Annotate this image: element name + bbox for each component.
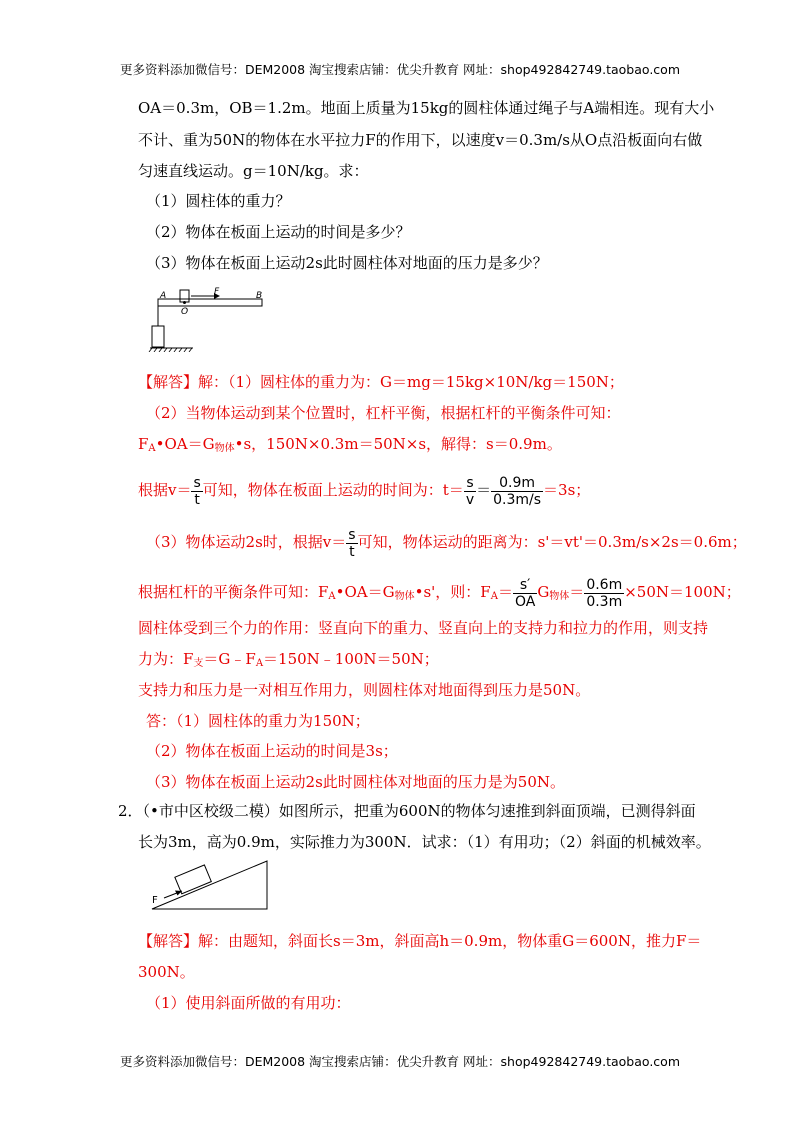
page-header: 更多资料添加微信号：DEM2008 淘宝搜索店铺：优尖升教育 网址：shop492842749.taobao.com (119, 62, 681, 77)
a1-line-12: （3）物体在板面上运动2s此时圆柱体对地面的压力是为50N。 (146, 773, 565, 791)
page-footer: 更多资料添加微信号：DEM2008 淘宝搜索店铺：优尖升教育 网址：shop492842749.taobao.com (119, 1054, 681, 1069)
a1-line-10: 答：（1）圆柱体的重力为150N； (146, 712, 370, 730)
a1-line-4: 根据v＝ $\frac{s}{t}$ 可知，物体在板面上运动的时间为：t＝ $\frac{s}{v}$ ＝ $\frac{0.9m}{0.3m/s}$ ＝3s； (138, 474, 591, 508)
a1-line-1: 【解答】解：（1）圆柱体的重力为：G＝mg＝15kg×10N/kg＝150N； (138, 373, 624, 391)
a1-line-3: $F_A•OA=G_{物体}•s$，150N×0.3m＝50N×s，解得：s＝0.9m。 (138, 435, 562, 454)
fraction-06-03: $\frac{0.6m}{0.3m}$ (586, 576, 623, 610)
a2-line-2: 300N。 (138, 963, 195, 981)
fraction-s-v: $\frac{s}{v}$ (465, 474, 475, 508)
incline (152, 861, 267, 909)
block-on-incline (175, 865, 211, 894)
a1-line-6: 根据杠杆的平衡条件可知：$F_A•OA=G_{物体}•s'$，则：$F_A=$ $\frac{s'}{OA}$ $G_{物体}=$ $\frac{0.6m}{0.3m}$ ×50N＝100N； (138, 576, 741, 610)
a1-line-7: 圆柱体受到三个力的作用：竖直向下的重力、竖直向上的支持力和拉力的作用，则支持 (138, 619, 709, 637)
label-o: O (181, 307, 189, 317)
pivot-o (183, 301, 186, 304)
q2-line-2: 长为3m，高为0.9m，实际推力为300N．试求：（1）有用功；（2）斜面的机械效率。 (138, 833, 711, 851)
a2-line-1: 【解答】解：由题知，斜面长s＝3m，斜面高h＝0.9m，物体重G＝600N，推力F＝ (138, 932, 702, 950)
a1-line-5: （3）物体运动2s时，根据v＝ $\frac{s}{t}$ 可知，物体运动的距离为：s'＝vt'＝0.3m/s×2s＝0.6m； (146, 526, 747, 560)
a1-line-9: 支持力和压力是一对相互作用力，则圆柱体对地面得到压力是50N。 (138, 681, 591, 699)
q1-line-1: OA＝0.3m，OB＝1.2m。地面上质量为15kg的圆柱体通过绳子与A端相连。现有大小 (138, 99, 715, 117)
fraction-s-t: $\frac{s}{t}$ (193, 474, 201, 508)
object-block (180, 290, 189, 302)
label-a: A (160, 291, 167, 301)
a1-line-2: （2）当物体运动到某个位置时，杠杆平衡，根据杠杆的平衡条件可知： (146, 404, 621, 422)
ground-hatch (149, 348, 192, 352)
q1-sub-1: （1）圆柱体的重力？ (146, 192, 291, 210)
q1-sub-3: （3）物体在板面上运动2s此时圆柱体对地面的压力是多少？ (146, 254, 548, 272)
cylinder (152, 326, 164, 347)
incline-figure (148, 856, 270, 912)
a2-line-3: （1）使用斜面所做的有用功： (146, 994, 351, 1012)
q2-line-1: 2．（•市中区校级二模）如图所示，把重为600N的物体匀速推到斜面顶端，已测得斜面 (118, 802, 696, 820)
fraction-s-t-2: $\frac{s}{t}$ (348, 526, 356, 560)
q1-line-3: 匀速直线运动。g＝10N/kg。求： (138, 162, 369, 180)
fraction-09-03: $\frac{0.9m}{0.3m/s}$ (493, 474, 542, 508)
label-b: B (256, 291, 263, 301)
lever-board (158, 299, 262, 306)
a1-line-11: （2）物体在板面上运动的时间是3s； (146, 742, 398, 760)
label-f: F (152, 895, 158, 906)
a1-line-8: 力为：$F_支=G﹣F_A=150N﹣100N=50N$； (138, 650, 439, 669)
q1-sub-2: （2）物体在板面上运动的时间是多少？ (146, 223, 411, 241)
label-f: F (214, 287, 220, 297)
lever-figure (148, 286, 273, 352)
q1-line-2: 不计、重为50N的物体在水平拉力F的作用下，以速度v＝0.3m/s从O点沿板面向右做 (138, 131, 703, 149)
fraction-sp-oa: $\frac{s'}{OA}$ (514, 576, 536, 610)
